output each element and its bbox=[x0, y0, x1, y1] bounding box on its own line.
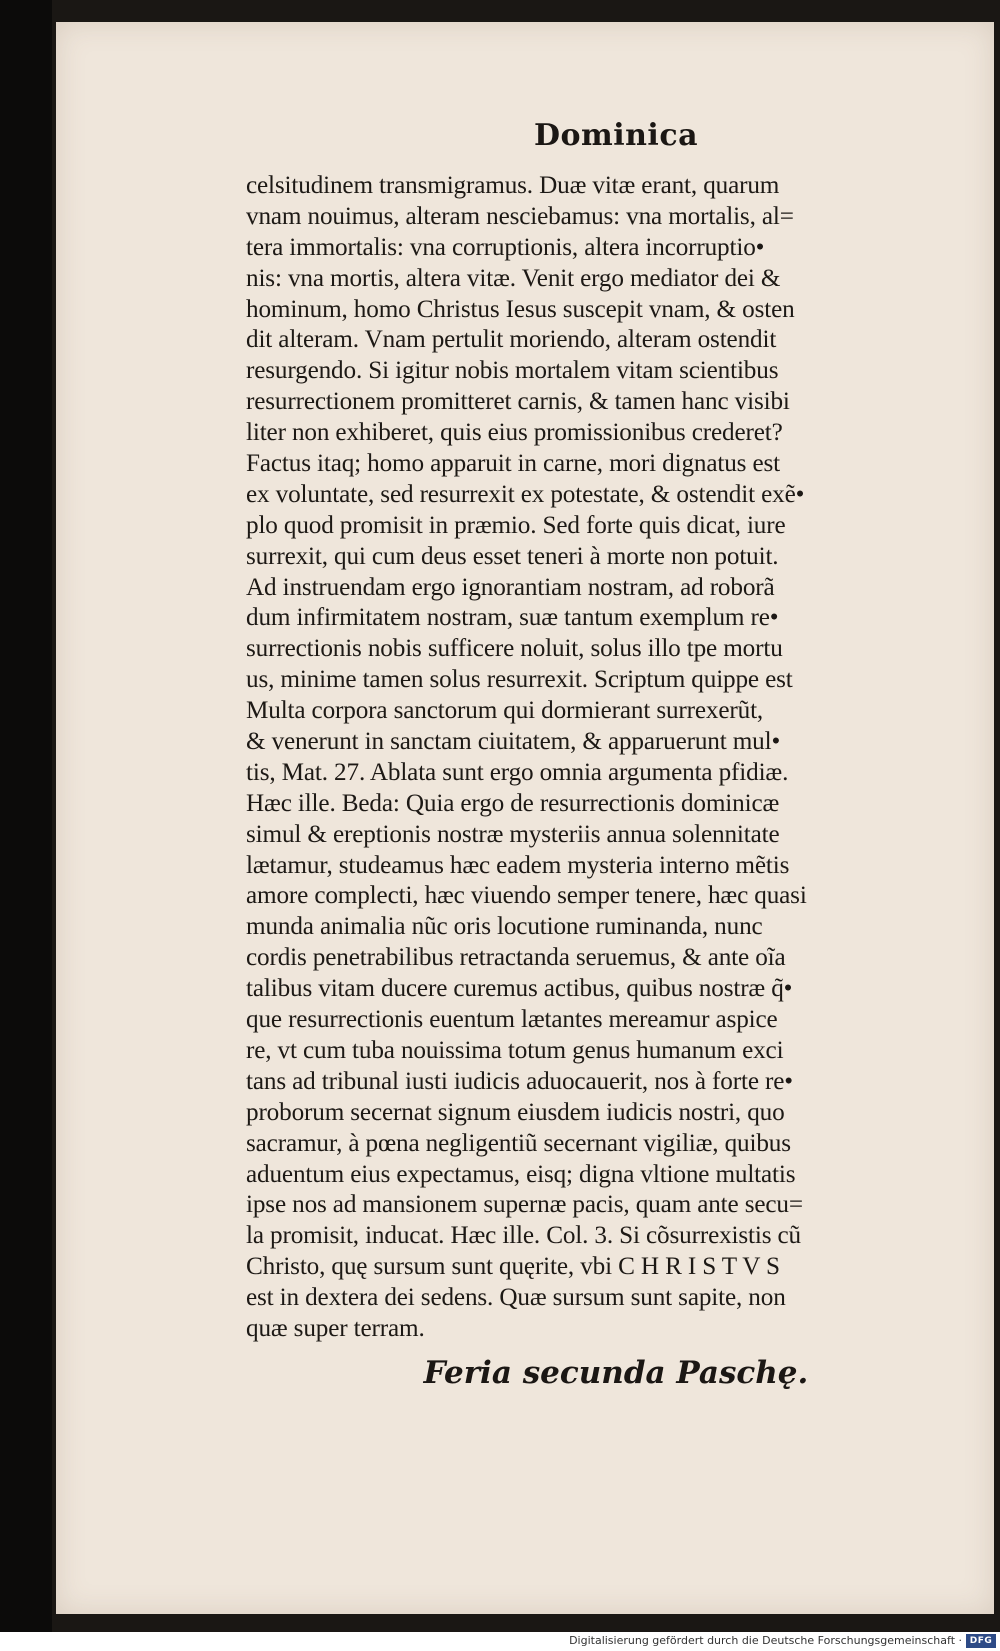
text-line: ex voluntate, sed resurrexit ex potestate, & ostendit exẽ• bbox=[246, 480, 805, 508]
text-line: Hæc ille. Beda: Quia ergo de resurrectionis dominicæ bbox=[246, 789, 780, 817]
text-line: Multa corpora sanctorum qui dormierant surrexerũt, bbox=[246, 697, 764, 725]
text-line: tis, Mat. 27. Ablata sunt ergo omnia argumenta pfidiæ. bbox=[246, 758, 789, 786]
book-page bbox=[56, 22, 994, 1614]
text-line: hominum, homo Christus Iesus suscepit vnam, & osten bbox=[246, 295, 795, 323]
text-line: liter non exhiberet, quis eius promissionibus crederet? bbox=[246, 419, 783, 447]
text-line: proborum secernat signum eiusdem iudicis nostri, quo bbox=[246, 1098, 785, 1126]
text-line: vnam nouimus, alteram nesciebamus: vna mortalis, al= bbox=[246, 202, 794, 230]
text-line: surrexit, qui cum deus esset teneri à morte non potuit. bbox=[246, 542, 779, 570]
text-line: plo quod promisit in præmio. Sed forte quis dicat, iure bbox=[246, 511, 786, 539]
text-line: sacramur, à pœna negligentiũ secernant vigiliæ, quibus bbox=[246, 1129, 791, 1157]
text-line: dit alteram. Vnam pertulit moriendo, alteram ostendit bbox=[246, 326, 777, 354]
text-line: & venerunt in sanctam ciuitatem, & apparuerunt mul• bbox=[246, 728, 781, 756]
text-line: que resurrectionis euentum lætantes mereamur aspice bbox=[246, 1006, 778, 1034]
text-line: Ad instruendam ergo ignorantiam nostram, ad roborã bbox=[246, 573, 775, 601]
text-line: resurrectionem promitteret carnis, & tamen hanc visibi bbox=[246, 388, 790, 416]
text-line: aduentum eius expectamus, eisq; digna vltione multatis bbox=[246, 1160, 796, 1188]
footer-credit: Digitalisierung gefördert durch die Deutsche Forschungsgemeinschaft · bbox=[569, 1634, 962, 1647]
text-line: talibus vitam ducere curemus actibus, quibus nostræ q̃• bbox=[246, 975, 793, 1003]
text-line: dum infirmitatem nostram, suæ tantum exemplum re• bbox=[246, 604, 779, 632]
text-line: tera immortalis: vna corruptionis, altera incorruptio• bbox=[246, 233, 765, 261]
text-line: ipse nos ad mansionem supernæ pacis, quam ante secu= bbox=[246, 1191, 803, 1219]
text-line: la promisit, inducat. Hæc ille. Col. 3. Si cõsurrexistis cũ bbox=[246, 1222, 802, 1250]
text-line: surrectionis nobis sufficere noluit, solus illo tpe mortu bbox=[246, 635, 783, 663]
text-line: simul & ereptionis nostræ mysteriis annua solennitate bbox=[246, 820, 780, 848]
text-line: munda animalia nũc oris locutione ruminanda, nunc bbox=[246, 913, 763, 941]
text-line: amore complecti, hæc viuendo semper tenere, hæc quasi bbox=[246, 882, 807, 910]
running-head: Dominica bbox=[533, 118, 699, 153]
text-line: Christo, quę sursum sunt quęrite, vbi C H R I S T V S bbox=[246, 1253, 780, 1281]
text-line: lætamur, studeamus hæc eadem mysteria interno mẽtis bbox=[246, 851, 790, 879]
text-line: us, minime tamen solus resurrexit. Scriptum quippe est bbox=[246, 666, 793, 694]
text-line: celsitudinem transmigramus. Duæ vitæ erant, quarum bbox=[246, 172, 780, 199]
page-content bbox=[246, 118, 946, 1391]
text-line: re, vt cum tuba nouissima totum genus humanum exci bbox=[246, 1036, 784, 1064]
text-line: resurgendo. Si igitur nobis mortalem vitam scientibus bbox=[246, 357, 779, 385]
text-line: Factus itaq; homo apparuit in carne, mori dignatus est bbox=[246, 450, 781, 478]
text-line: tans ad tribunal iusti iudicis aduocauerit, nos à forte re• bbox=[246, 1067, 793, 1095]
text-line: est in dextera dei sedens. Quæ sursum sunt sapite, non bbox=[246, 1284, 786, 1312]
dfg-logo: DFG bbox=[966, 1634, 996, 1648]
section-heading: Feria secunda Paschę. bbox=[423, 1354, 809, 1391]
text-line: nis: vna mortis, altera vitæ. Venit ergo mediator dei & bbox=[246, 264, 781, 292]
footer-bar bbox=[0, 1632, 1000, 1651]
text-line: quæ super terram. bbox=[246, 1314, 425, 1342]
body-text bbox=[246, 171, 946, 1345]
text-line: cordis penetrabilibus retractanda seruemus, & ante oĩa bbox=[246, 944, 786, 972]
